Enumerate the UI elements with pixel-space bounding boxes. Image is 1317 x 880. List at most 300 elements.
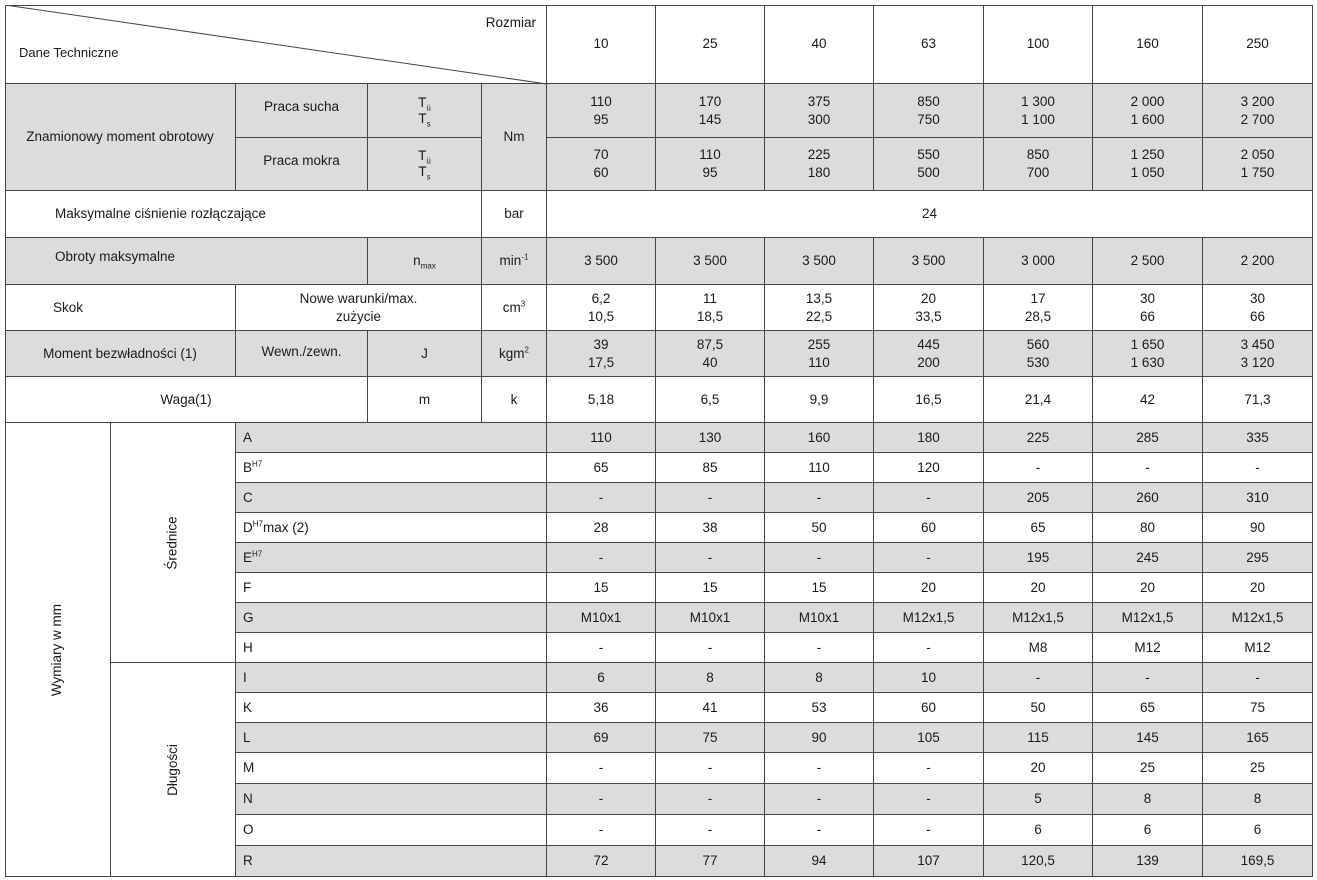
torque-unit-cell [482,84,547,191]
torque-dry-symbol-ts-subscript: s [426,119,431,129]
dimension-name [243,669,247,687]
inertia-symbol: J [421,345,428,361]
size-label: 40 [811,36,827,51]
torque-dry-cell [874,84,984,138]
dimension-cell [656,633,765,663]
dimension-value: - [816,760,822,775]
dimension-value: 225 [1026,429,1050,445]
torque-dry-value: 170 [698,93,722,109]
dimension-tolerance: H7 [252,549,263,559]
dimension-cell [984,693,1093,723]
dimension-name [243,790,253,808]
dimension-value: 90 [1249,519,1266,535]
dimension-cell [874,815,984,846]
dimension-value: 94 [811,853,827,868]
dimension-value: M12x1,5 [902,609,955,625]
dimension-name-cell [236,543,547,573]
dimension-name [243,729,251,747]
header-diagonal-line [5,5,548,85]
dimension-cell [874,784,984,815]
stroke-cell [1093,285,1203,331]
dimension-value: 145 [1136,729,1159,745]
dimension-tolerance: H7 [252,519,263,529]
dimension-value: 8 [815,669,823,685]
dimension-value: 90 [811,729,827,745]
dimension-value: 195 [1026,549,1050,565]
size-label: 63 [920,36,937,51]
dimension-cell [547,723,656,753]
dimension-value: 41 [702,699,718,715]
torque-dry-cell [1093,84,1203,138]
dimension-cell [984,815,1093,846]
speed-cell [1203,238,1313,285]
dimension-cell [1203,513,1313,543]
dimension-cell [656,663,765,693]
torque-dry-value-secondary: 2 700 [1240,111,1275,127]
inertia-unit-symbol: kgm [499,345,525,361]
dimension-value: 6 [1253,822,1262,837]
speed-value: 2 200 [1240,253,1275,268]
inertia-value: 87,5 [696,336,724,352]
torque-dry-value: 110 [590,93,612,109]
inertia-value-secondary: 200 [917,354,940,370]
stroke-unit [503,299,525,317]
dimension-name [243,852,253,870]
dimension-value: 20 [1139,579,1156,595]
dimension-cell [1203,423,1313,453]
dimension-letter: K [243,700,253,715]
torque-dry-symbol-tu-subscript: ü [426,103,431,113]
dimension-name-cell [236,483,547,513]
speed-unit-symbol: min [499,253,522,268]
dimension-value: 6 [1143,822,1152,837]
dimension-cell [765,543,874,573]
dimension-name-cell [236,693,547,723]
dimension-value: - [1145,669,1150,685]
inertia-label: Moment bezwładności (1) [43,345,197,361]
dimension-value: 50 [1030,699,1046,715]
inertia-type-cell [236,331,368,377]
torque-dry-cell [984,84,1093,138]
dimension-cell [765,723,874,753]
dimension-name [243,609,254,627]
dimension-name-cell [236,453,547,483]
inertia-value-secondary: 530 [1026,354,1050,370]
stroke-cell [874,285,984,331]
dimension-value: 80 [1139,519,1156,535]
stroke-value-secondary: 66 [1139,308,1156,324]
dimension-cell [547,753,656,784]
speed-unit-superscript: -1 [521,252,529,262]
stroke-value-secondary: 18,5 [696,308,724,324]
stroke-label: Skok [53,299,84,315]
dimension-value: 60 [920,519,937,535]
stroke-value-secondary: 28,5 [1024,308,1052,324]
dimension-value: - [598,822,604,837]
dimension-value: 60 [920,699,937,715]
dimension-cell [1093,633,1203,663]
torque-wet-value: 2 050 [1240,147,1275,162]
torque-wet-symbol-cell [368,138,482,191]
dimension-value: 160 [807,429,831,445]
dimension-value: 6 [1034,822,1042,837]
inertia-unit [499,345,529,363]
stroke-value-secondary: 10,5 [587,308,615,324]
dimension-value: 105 [917,729,940,745]
dimension-cell [1203,603,1313,633]
dimension-value: - [1145,459,1150,475]
dimension-cell [1203,784,1313,815]
torque-dry-value: 850 [917,93,940,109]
dimension-cell [656,453,765,483]
torque-dry-symbol-tu-symbol: T [418,94,427,110]
dimension-cell [984,784,1093,815]
speed-value: 3 500 [584,253,618,268]
speed-cell [765,238,874,285]
torque-dry-symbol-ts [418,111,430,127]
torque-wet-value-secondary: 1 750 [1240,165,1275,180]
dimension-cell [547,423,656,453]
dimension-cell [547,573,656,603]
size-label: 250 [1246,36,1269,51]
torque-wet-symbol-ts [418,164,430,180]
dimension-letter: R [243,853,253,868]
dimension-letter: H [243,640,253,655]
dimension-cell [765,846,874,877]
dimension-cell [547,663,656,693]
dimension-value: 50 [811,519,827,535]
size-header-cell [1203,5,1313,84]
dimension-value: - [707,639,713,655]
dimension-cell [1093,846,1203,877]
inertia-value: 1 650 [1130,336,1165,352]
dimension-value: - [1255,669,1260,685]
stroke-cell [656,285,765,331]
dimension-name-cell [236,723,547,753]
inertia-value: 255 [807,336,831,352]
dimension-value: 53 [811,699,827,715]
dimension-name-cell [236,423,547,453]
size-header-cell [656,5,765,84]
torque-wet-cell [1203,138,1313,191]
dimension-value: M12x1,5 [1012,609,1064,625]
dimension-cell [874,663,984,693]
dimension-value: M12x1,5 [1231,609,1284,625]
inertia-value: 39 [593,336,609,352]
dimension-value: 10 [920,669,937,685]
dimension-letter: F [243,580,252,595]
inertia-cell [1203,331,1313,377]
stroke-value: 6,2 [591,290,611,306]
dimension-cell [656,693,765,723]
dimension-value: - [816,791,822,806]
stroke-condition-line2: zużycie [335,308,381,324]
torque-wet-value-secondary: 95 [702,165,718,180]
dimension-value: M12 [1134,639,1161,655]
dimension-cell [656,483,765,513]
torque-wet-value: 225 [807,147,831,162]
dimension-value: - [926,791,931,806]
torque-dry-value: 375 [807,93,831,109]
dimension-value: 15 [702,579,718,595]
weight-symbol: m [418,391,431,407]
dimension-cell [1093,603,1203,633]
weight-symbol-cell [368,377,482,423]
dimension-cell [984,483,1093,513]
speed-value: 3 500 [693,253,727,268]
torque-dry-cell [1203,84,1313,138]
dimension-value: 115 [1027,729,1049,745]
dimension-value: M12x1,5 [1121,609,1174,625]
pressure-label: Maksymalne ciśnienie rozłączające [55,206,266,221]
dimension-tolerance: H7 [252,459,263,469]
dimension-value: - [1255,459,1260,475]
dimension-cell [984,633,1093,663]
dimension-cell [1203,693,1313,723]
dimension-value: - [707,549,713,565]
torque-dry-value-secondary: 750 [917,111,940,127]
speed-cell [984,238,1093,285]
dimension-value: - [926,822,931,837]
inertia-cell [874,331,984,377]
dimension-value: 335 [1246,429,1269,445]
dimension-letter: C [243,490,253,505]
dimension-cell [1093,815,1203,846]
weight-value: 16,5 [915,391,942,407]
header-left-title: Dane Techniczne [19,45,119,60]
dimension-cell [984,423,1093,453]
weight-unit: k [510,391,518,407]
stroke-value-secondary: 66 [1249,308,1266,324]
dimension-value: 28 [593,519,609,535]
speed-value: 3 000 [1021,253,1055,268]
dimension-value: 165 [1246,729,1269,745]
dimension-name-cell [236,603,547,633]
dimension-name-cell [236,784,547,815]
inertia-value: 445 [917,336,940,352]
speed-label-cell [5,238,368,285]
dimension-cell [1093,573,1203,603]
weight-value: 5,18 [587,391,615,407]
dimension-cell [984,513,1093,543]
dimension-name [243,579,251,597]
dimension-letter: D [243,520,253,535]
dimension-cell [1093,784,1203,815]
torque-dry-value: 1 300 [1021,93,1055,109]
weight-cell [547,377,656,423]
dimension-letter: N [243,791,253,806]
dimension-name [243,429,252,447]
torque-wet-cell [874,138,984,191]
torque-dry-value-secondary: 300 [807,111,831,127]
dimension-value: - [816,822,822,837]
inertia-value: 3 450 [1240,336,1275,352]
dimension-name [243,821,254,839]
inertia-unit-cell [482,331,547,377]
dimension-cell [656,543,765,573]
dimension-cell [656,784,765,815]
dimension-value: 85 [702,459,718,475]
stroke-condition-line1: Nowe warunki/max. [299,290,418,306]
dimension-cell [765,663,874,693]
dimension-cell [656,573,765,603]
inertia-type-label: Wewn./zewn. [261,344,342,359]
torque-dry-cell [656,84,765,138]
stroke-unit-symbol: cm [502,299,521,315]
dimension-value: 8 [706,669,714,685]
stroke-cell [1203,285,1313,331]
dimension-value: - [926,760,931,775]
speed-cell [547,238,656,285]
speed-symbol-cell [368,238,482,285]
stroke-value: 17 [1030,290,1046,306]
dimension-cell [984,723,1093,753]
torque-wet-value-secondary: 60 [593,165,609,180]
torque-wet-symbol-tu-symbol: T [418,148,427,163]
pressure-unit-cell [482,191,547,238]
dimension-value: 110 [808,459,830,475]
dimension-value: 65 [1030,519,1046,535]
torque-wet-cell [656,138,765,191]
dimension-cell [1093,663,1203,693]
dimension-value: 139 [1136,853,1159,868]
weight-value: 42 [1139,391,1156,407]
dimension-value: - [1035,459,1041,475]
torque-unit: Nm [503,129,525,144]
torque-dry-cell [765,84,874,138]
dimension-name [243,549,262,567]
torque-wet-value-secondary: 700 [1026,165,1050,180]
torque-wet-value: 70 [593,147,609,162]
dimension-cell [874,573,984,603]
dimension-cell [765,423,874,453]
torque-dry-value: 3 200 [1240,93,1275,109]
dimension-cell [984,663,1093,693]
dimension-cell [547,784,656,815]
torque-dry-value-secondary: 1 100 [1021,111,1055,127]
inertia-cell [765,331,874,377]
dimension-cell [874,453,984,483]
dimension-value: 72 [593,853,609,868]
dimension-value: - [926,639,931,655]
speed-symbol [413,252,436,270]
weight-cell [765,377,874,423]
speed-cell [874,238,984,285]
size-header-cell [984,5,1093,84]
dimension-value: 5 [1034,791,1042,806]
dimension-cell [547,815,656,846]
torque-wet-value-secondary: 500 [917,165,940,180]
weight-cell [1203,377,1313,423]
dimension-cell [1093,423,1203,453]
inertia-cell [1093,331,1203,377]
dimension-value: - [598,639,604,655]
speed-value: 3 500 [911,253,946,268]
torque-wet-symbol-tu [418,148,431,164]
dimension-value: 20 [1249,579,1266,595]
dimension-value: 130 [698,429,722,445]
dimension-cell [1093,453,1203,483]
dimension-cell [874,846,984,877]
dimension-cell [1093,723,1203,753]
dimension-value: - [598,791,604,806]
speed-unit [500,252,529,270]
dimension-value: - [707,791,713,806]
dimension-cell [874,513,984,543]
inertia-value-secondary: 1 630 [1130,354,1165,370]
torque-dry-value-secondary: 1 600 [1130,111,1165,127]
dimension-cell [874,483,984,513]
dimension-value: 8 [1143,791,1152,806]
inertia-cell [984,331,1093,377]
stroke-value: 30 [1249,290,1266,306]
dimension-letter: O [243,822,254,837]
lengths-group-cell [111,663,236,877]
speed-value: 2 500 [1130,253,1165,268]
torque-wet-mode-cell [236,138,368,191]
dimension-cell [1203,723,1313,753]
dimension-value: - [707,489,713,505]
dimension-cell [1203,573,1313,603]
torque-wet-value: 1 250 [1130,147,1165,162]
dimension-name [243,459,262,477]
dimension-cell [1203,453,1313,483]
stroke-value: 11 [702,290,717,306]
torque-wet-symbol-tu-subscript: ü [426,156,431,166]
speed-cell [656,238,765,285]
speed-cell [1093,238,1203,285]
dimension-value: 20 [1030,579,1046,595]
dimension-cell [547,693,656,723]
dimension-cell [656,815,765,846]
dimension-letter: A [243,430,253,445]
inertia-label-cell [5,331,236,377]
dimension-cell [656,846,765,877]
dimensions-group-cell [5,423,111,877]
inertia-symbol-cell [368,331,482,377]
weight-value: 71,3 [1244,391,1271,407]
weight-cell [874,377,984,423]
torque-wet-value-secondary: 180 [807,165,831,180]
dimension-name-cell [236,846,547,877]
pressure-value: 24 [921,206,938,221]
dimension-name [243,699,252,717]
torque-wet-value: 110 [699,147,721,162]
dimension-name-cell [236,663,547,693]
torque-dry-symbol-tu [418,95,431,111]
dimension-cell [1203,543,1313,573]
dimension-cell [1093,513,1203,543]
dimension-value: 77 [702,853,718,868]
dimension-value: - [926,489,931,505]
size-header-cell [874,5,984,84]
dimension-value: M8 [1028,639,1048,655]
stroke-cell [547,285,656,331]
torque-wet-value-secondary: 1 050 [1130,165,1165,180]
dimension-value: M10x1 [580,609,622,625]
torque-label-cell [5,84,236,191]
dimension-cell [1203,846,1313,877]
pressure-label-cell [5,191,482,238]
dimension-cell [874,753,984,784]
inertia-value-secondary: 40 [702,354,718,370]
speed-symbol-symbol: n [413,253,421,268]
dimension-value: 15 [811,579,827,595]
dimension-letter: L [243,730,251,745]
dimension-value: M10x1 [689,609,731,625]
dimension-value: 110 [590,429,612,445]
torque-dry-value: 2 000 [1130,93,1165,109]
